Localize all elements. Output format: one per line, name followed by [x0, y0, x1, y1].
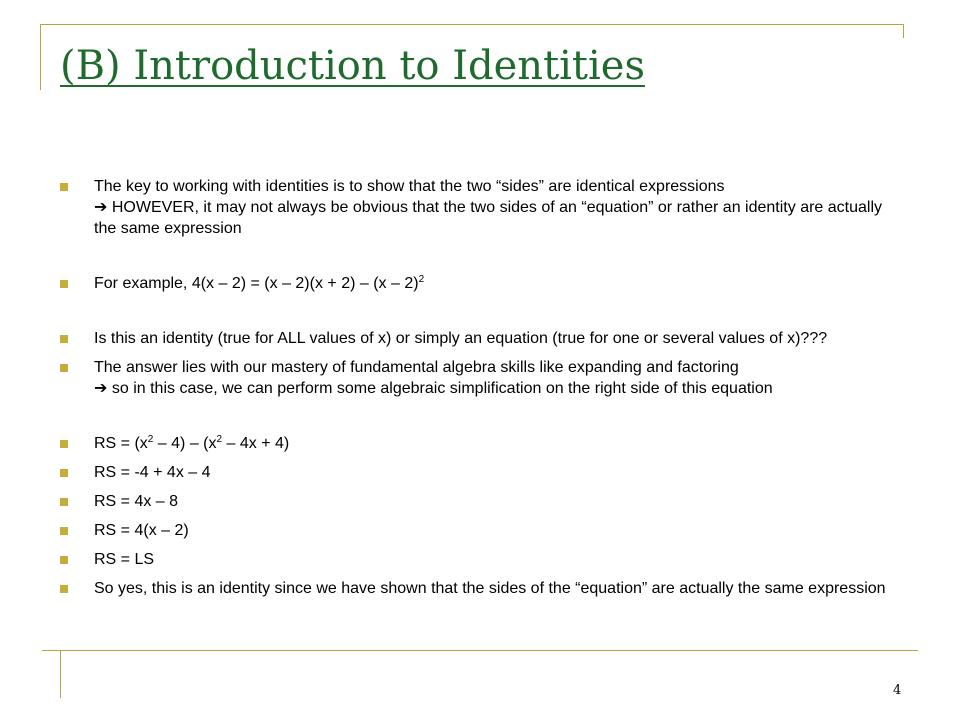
square-bullet-icon [60, 280, 68, 288]
square-bullet-icon [60, 585, 68, 593]
bullet-text: RS = (x [94, 435, 148, 452]
bullet-text: The answer lies with our mastery of fundamental algebra skills like expanding and factoring [94, 359, 739, 376]
bullet-item [60, 433, 906, 454]
superscript: 2 [147, 434, 154, 445]
bullet-text: – 4x + 4) [222, 435, 290, 452]
bullet-item [60, 549, 906, 570]
frame-line-bottom-left [60, 650, 61, 698]
frame-line-top-right [903, 24, 904, 38]
square-bullet-icon [60, 527, 68, 535]
bullet-item [60, 176, 906, 239]
bullet-text: For example, 4(x – 2) = (x – 2)(x + 2) – (x – 2) [94, 275, 419, 292]
bullet-item [60, 520, 906, 541]
bullet-text: The key to working with identities is to show that the two “sides” are identical expressions [94, 178, 725, 195]
bullet-text: so in this case, we can perform some algebraic simplification on the right side of this equation [107, 380, 773, 397]
bullet-text: Is this an identity (true for ALL values of x) or simply an equation (true for one or several values of x)??? [94, 330, 828, 347]
slide-title: (B) Introduction to Identities [60, 43, 645, 89]
frame-line-left [40, 24, 41, 90]
square-bullet-icon [60, 498, 68, 506]
bullet-text: HOWEVER, it may not always be obvious that the two sides of an “equation” or rather an identity are actually the same expression [94, 199, 883, 237]
bullet-text: RS = LS [94, 551, 155, 568]
superscript: 2 [418, 274, 425, 285]
bullet-text: RS = 4(x – 2) [94, 522, 189, 539]
square-bullet-icon [60, 469, 68, 477]
bullet-text: – 4) – (x [153, 435, 217, 452]
square-bullet-icon [60, 183, 68, 191]
square-bullet-icon [60, 335, 68, 343]
slide-body [60, 176, 906, 599]
square-bullet-icon [60, 440, 68, 448]
square-bullet-icon [60, 556, 68, 564]
bullet-item [60, 328, 906, 349]
superscript: 2 [216, 434, 223, 445]
bullet-text: RS = -4 + 4x – 4 [94, 464, 211, 481]
bullet-item [60, 273, 906, 294]
bullet-text: So yes, this is an identity since we have shown that the sides of the “equation” are actually the same expression [94, 580, 886, 597]
frame-line-top [40, 24, 904, 25]
bullet-item [60, 491, 906, 512]
right-arrow-icon: ➔ [94, 380, 108, 397]
bullet-item [60, 578, 906, 599]
right-arrow-icon: ➔ [94, 199, 108, 216]
square-bullet-icon [60, 364, 68, 372]
bullet-item [60, 462, 906, 483]
page-number: 4 [893, 683, 902, 698]
bullet-text: RS = 4x – 8 [94, 493, 179, 510]
frame-line-bottom [42, 650, 918, 651]
bullet-item [60, 357, 906, 399]
